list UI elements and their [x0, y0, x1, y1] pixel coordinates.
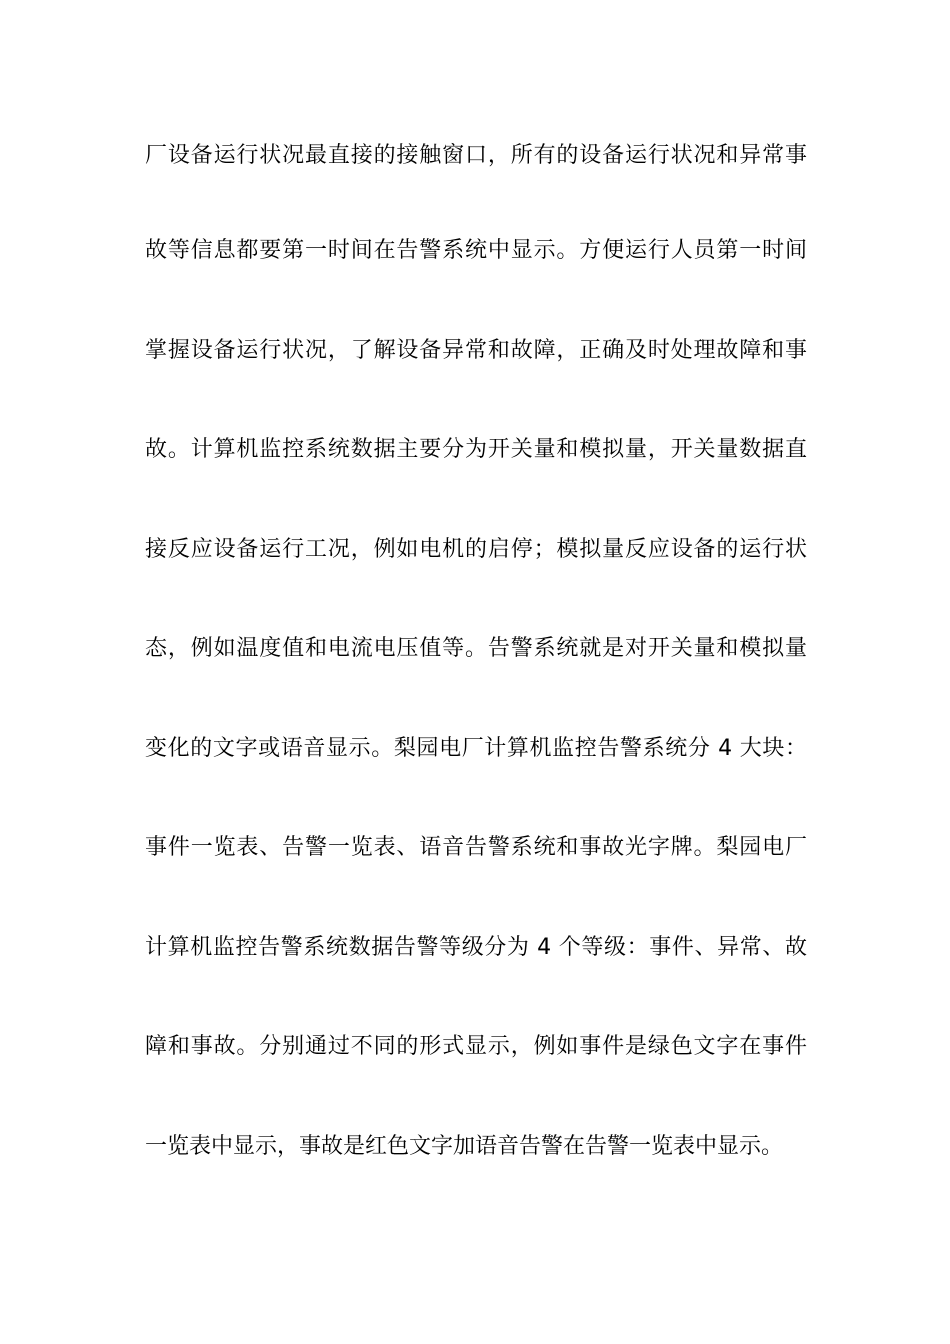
- paragraph-line: 变化的文字或语音显示。梨园电厂计算机监控告警系统分 4 大块：: [145, 736, 807, 761]
- paragraph-line: 计算机监控告警系统数据告警等级分为 4 个等级：事件、异常、故: [145, 935, 807, 960]
- paragraph-line: 故等信息都要第一时间在告警系统中显示。方便运行人员第一时间: [145, 238, 807, 263]
- paragraph-line: 一览表中显示，事故是红色文字加语音告警在告警一览表中显示。: [145, 1134, 784, 1159]
- paragraph-line: 故。计算机监控系统数据主要分为开关量和模拟量，开关量数据直: [145, 437, 807, 462]
- paragraph-line: 障和事故。分别通过不同的形式显示，例如事件是绿色文字在事件: [145, 1034, 807, 1059]
- paragraph-line: 厂设备运行状况最直接的接触窗口，所有的设备运行状况和异常事: [145, 143, 807, 168]
- paragraph-line: 接反应设备运行工况，例如电机的启停；模拟量反应设备的运行状: [145, 537, 807, 562]
- paragraph-line: 态，例如温度值和电流电压值等。告警系统就是对开关量和模拟量: [145, 636, 807, 661]
- paragraph-line: 掌握设备运行状况，了解设备异常和故障，正确及时处理故障和事: [145, 338, 807, 363]
- paragraph-line: 事件一览表、告警一览表、语音告警系统和事故光字牌。梨园电厂: [145, 835, 807, 860]
